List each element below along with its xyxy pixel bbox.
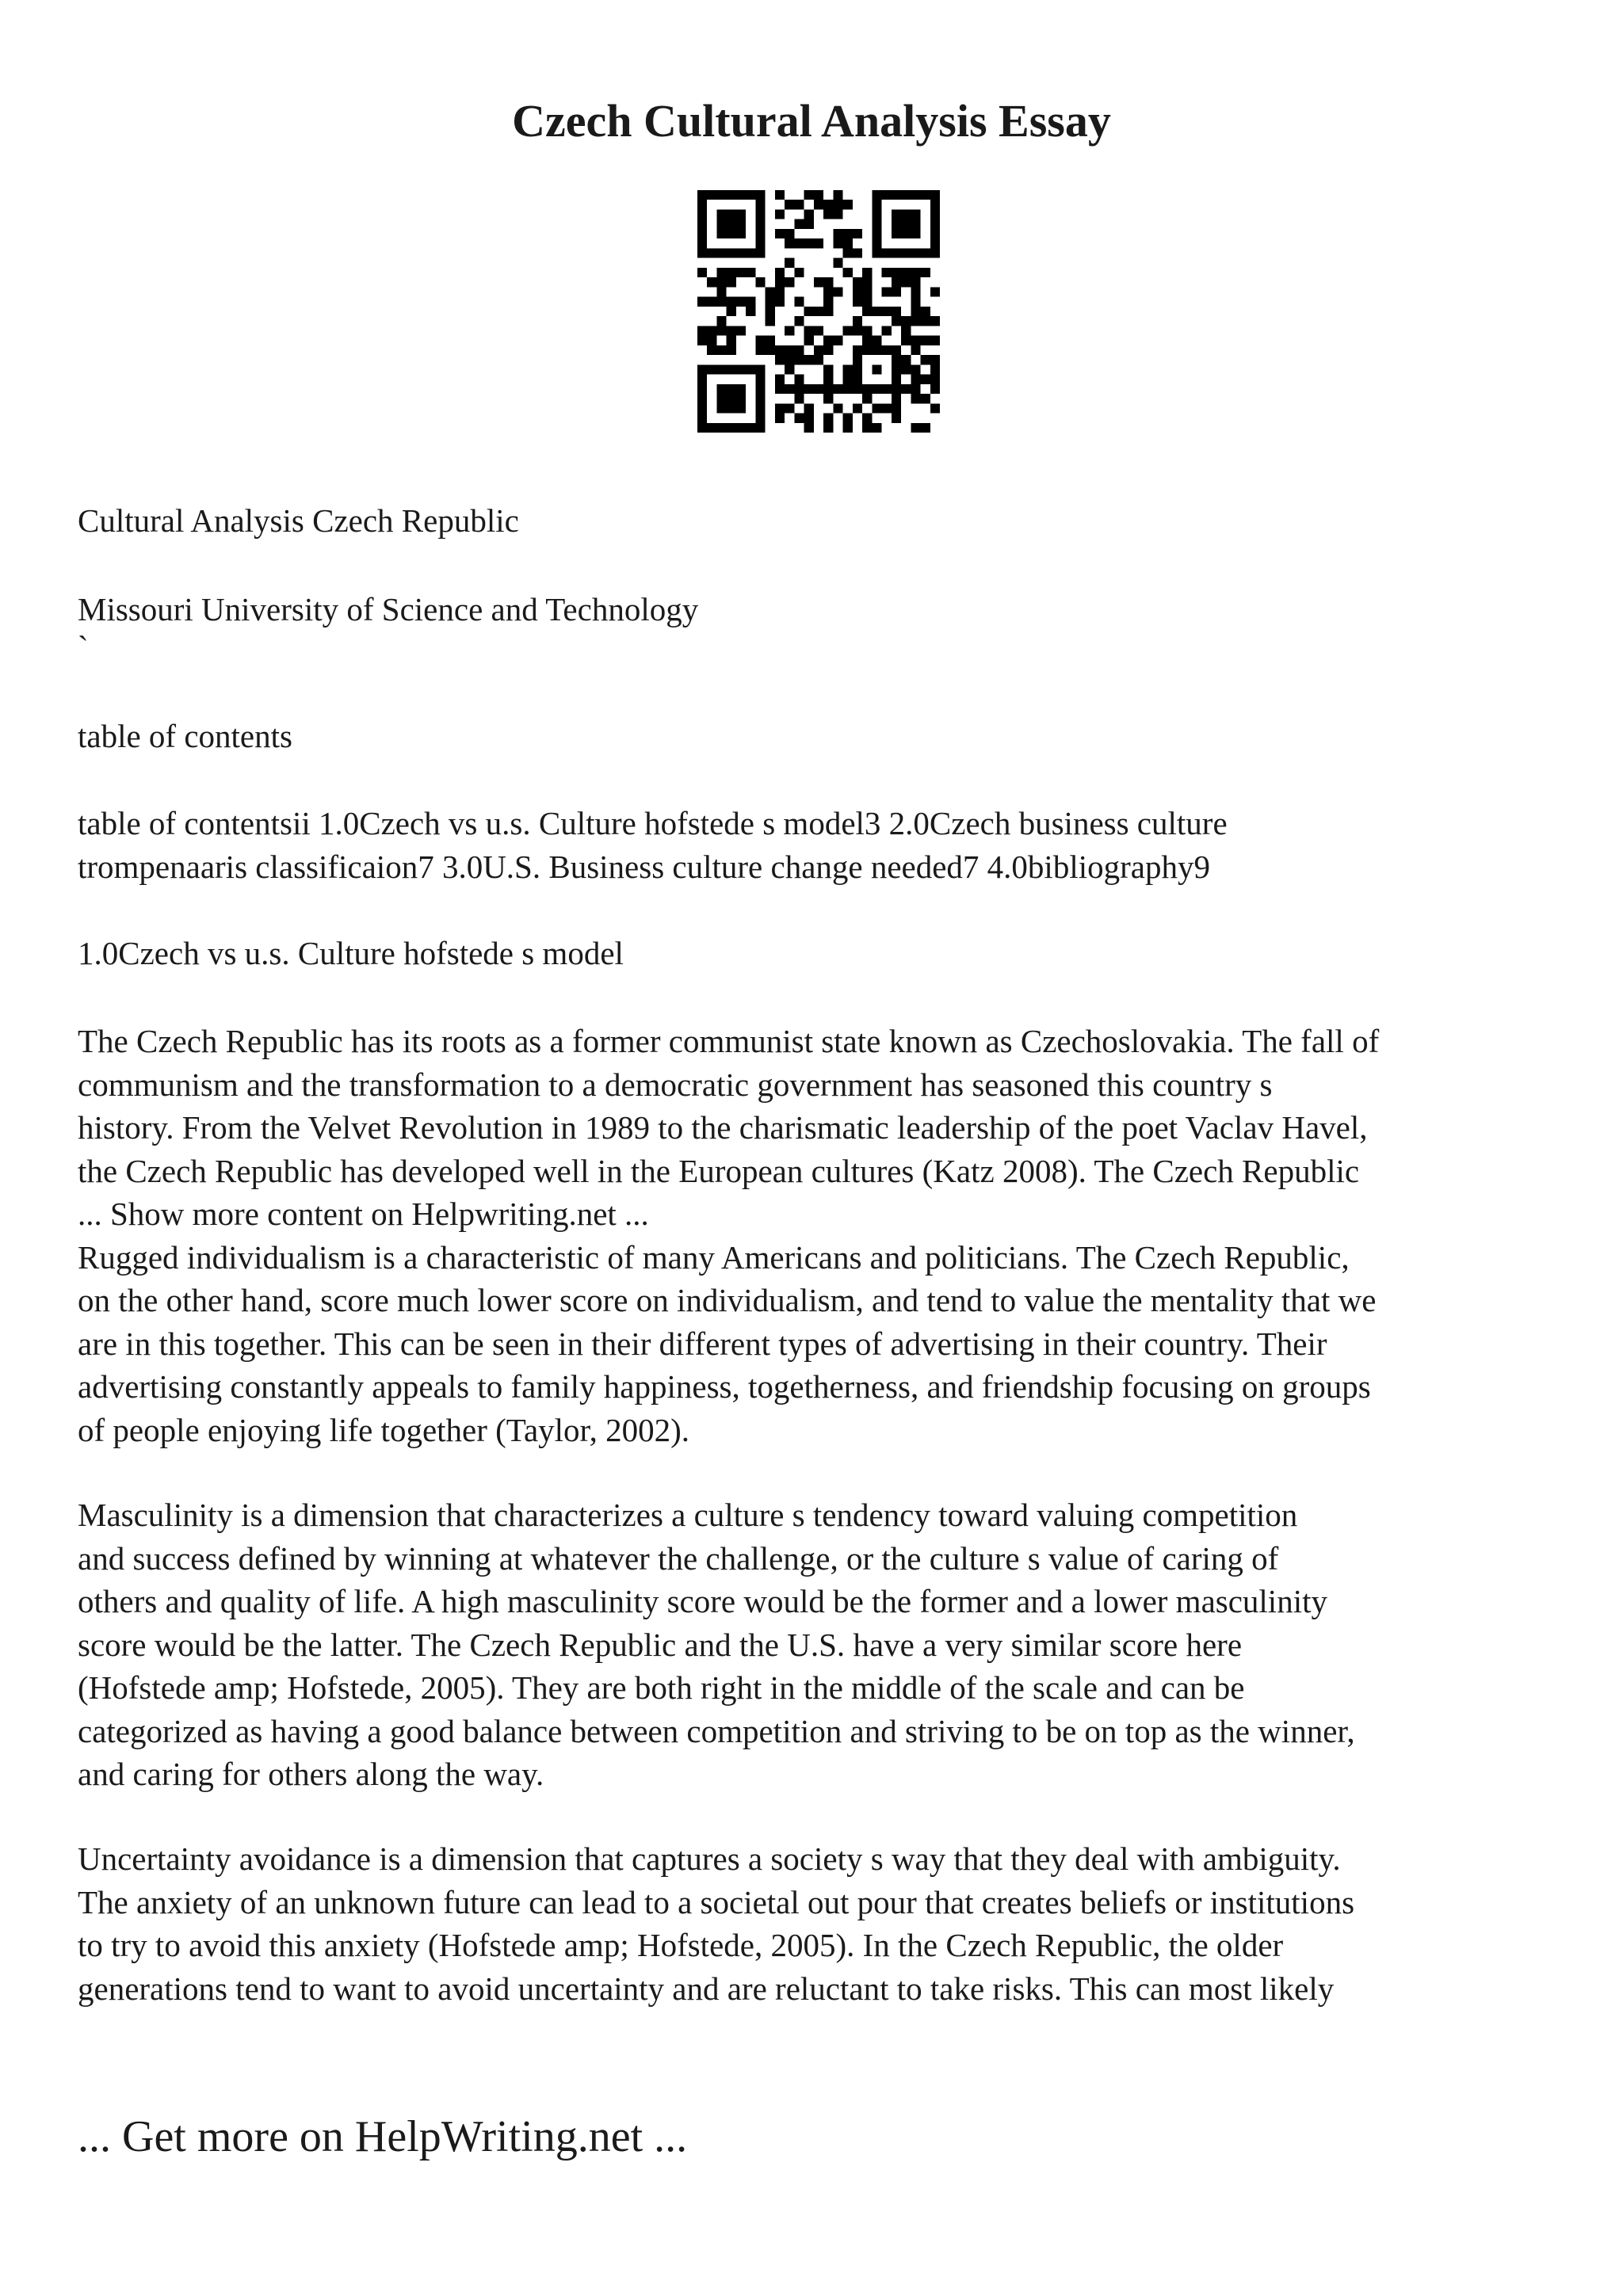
toc-heading: table of contents [78, 718, 292, 754]
paragraph-line: categorized as having a good balance between competition and striving to be on top as the winner, [78, 1712, 1355, 1749]
paragraph-line: and success defined by winning at whatever the challenge, or the culture s value of caring of [78, 1539, 1279, 1577]
subtitle: Cultural Analysis Czech Republic [78, 502, 519, 539]
paragraph-line: and caring for others along the way. [78, 1756, 544, 1792]
paragraph-line: Masculinity is a dimension that characterizes a culture s tendency toward valuing competition [78, 1497, 1298, 1533]
get-more-link[interactable]: ... Get more on HelpWriting.net ... [78, 2112, 688, 2161]
paragraph-line: of people enjoying life together (Taylor, 2002). [78, 1411, 689, 1448]
toc-line: table of contentsii 1.0Czech vs u.s. Culture hofstede s model3 2.0Czech business culture [78, 805, 1228, 841]
section-heading: 1.0Czech vs u.s. Culture hofstede s model [78, 935, 624, 971]
paragraph-line: Rugged individualism is a characteristic of many Americans and politicians. The Czech Republic, [78, 1238, 1350, 1276]
show-more-link[interactable]: ... Show more content on Helpwriting.net ... [78, 1196, 649, 1232]
paragraph-line: the Czech Republic has developed well in the European cultures (Katz 2008). The Czech Republic [78, 1152, 1360, 1189]
stray-mark: ` [78, 629, 89, 666]
paragraph-line: generations tend to want to avoid uncertainty and are reluctant to take risks. This can most likely [78, 1970, 1335, 2007]
paragraph-line: to try to avoid this anxiety (Hofstede amp; Hofstede, 2005). In the Czech Republic, the older [78, 1927, 1284, 1963]
paragraph-line: score would be the latter. The Czech Republic and the U.S. have a very similar score here [78, 1626, 1243, 1663]
paragraph-line: The anxiety of an unknown future can lead to a societal out pour that creates beliefs or institutions [78, 1883, 1355, 1920]
toc-body [78, 802, 1568, 888]
paragraph-line: communism and the transformation to a democratic government has seasoned this country s [78, 1066, 1273, 1103]
paragraph-line: others and quality of life. A high masculinity score would be the former and a lower masculinity [78, 1583, 1327, 1619]
institution: Missouri University of Science and Technology [78, 591, 699, 627]
paragraph-3 [78, 1837, 1568, 2010]
document-title: Czech Cultural Analysis Essay [512, 95, 1111, 147]
paragraph-2 [78, 1493, 1568, 1796]
paragraph-line: advertising constantly appeals to family happiness, togetherness, and friendship focusing on groups [78, 1368, 1371, 1405]
toc-line: trompenaaris classificaion7 3.0U.S. Business culture change needed7 4.0bibliography9 [78, 848, 1210, 885]
paragraph-line: The Czech Republic has its roots as a former communist state known as Czechoslovakia. The fall of [78, 1023, 1380, 1059]
qr-code [697, 190, 940, 433]
paragraph-line: Uncertainty avoidance is a dimension that captures a society s way that they deal with ambiguity. [78, 1840, 1341, 1877]
paragraph-line: on the other hand, score much lower score on individualism, and tend to value the mentality that we [78, 1282, 1377, 1318]
paragraph-line: (Hofstede amp; Hofstede, 2005). They are both right in the middle of the scale and can be [78, 1669, 1245, 1706]
qr-code-icon [697, 190, 940, 433]
paragraph-line: history. From the Velvet Revolution in 1989 to the charismatic leadership of the poet Vaclav Havel, [78, 1109, 1368, 1146]
paragraph-line: are in this together. This can be seen in their different types of advertising in their country. Their [78, 1325, 1327, 1362]
paragraph-1 [78, 1020, 1568, 1451]
